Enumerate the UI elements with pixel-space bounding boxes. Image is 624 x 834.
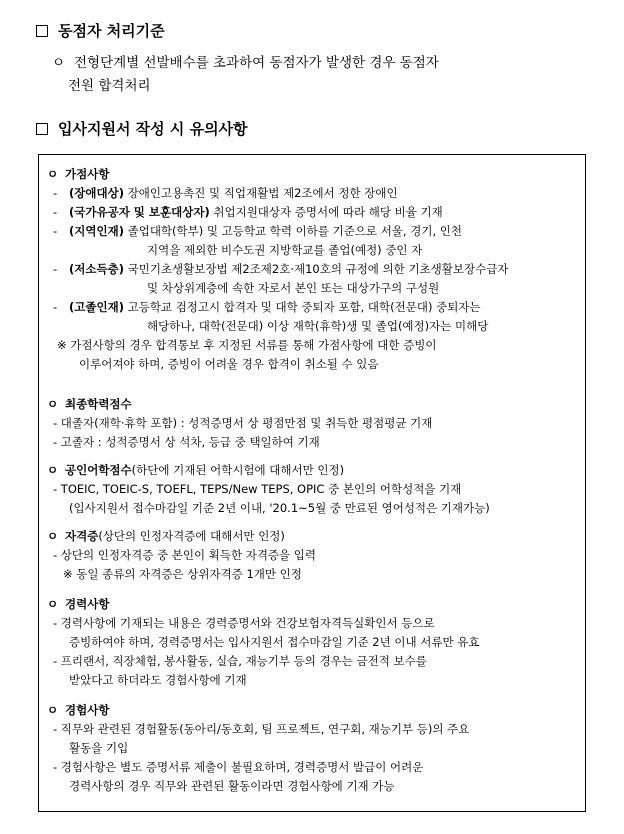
list-item: - 대졸자(재학·휴학 포함) : 성적증명서 상 평점만점 및 취득한 평점평균 기재 <box>53 416 433 430</box>
bonus-note-continuation: 이루어져야 하며, 증빙이 어려울 경우 합격이 취소될 수 있음 <box>79 357 379 371</box>
item-text: 취업지원대상자 증명서에 따라 해당 비율 기재 <box>213 205 443 219</box>
bullet-marker: ㅇ <box>47 597 59 611</box>
bonus-title: 가점사항 <box>65 167 110 181</box>
language-note: (하단에 기재된 어학시험에 대해서만 인정) <box>131 463 345 477</box>
bullet-marker: ㅇ <box>47 397 59 411</box>
education-heading <box>47 395 581 414</box>
list-item: - TOEIC, TOEIC-S, TOEFL, TEPS/New TEPS, OPIC 중 본인의 어학성적을 기재 <box>53 482 462 496</box>
list-item-continuation: 증빙하여야 하며, 경력증명서는 입사지원서 접수마감일 기준 2년 이내 서류만 유효 <box>69 635 480 649</box>
item-label: (국가유공자 및 보훈대상자) <box>69 205 210 219</box>
section-title-tie <box>36 20 165 41</box>
bonus-note: ※ 가점사항의 경우 합격통보 후 지정된 서류를 통해 가점사항에 대한 증빙이 <box>57 338 437 352</box>
career-heading <box>47 595 581 614</box>
checkbox-icon <box>36 25 48 37</box>
license-heading <box>47 527 581 546</box>
license-title: 자격증 <box>65 529 99 543</box>
language-heading <box>47 461 581 480</box>
item-label: (저소득층) <box>69 262 124 276</box>
section-title-text: 입사지원서 작성 시 유의사항 <box>58 120 248 138</box>
bullet-marker: ㅇ <box>47 529 59 543</box>
item-label: (장애대상) <box>69 186 124 200</box>
license-note: (상단의 인정자격증에 대해서만 인정) <box>98 529 285 543</box>
item-continuation: 해당하나, 대학(전문대) 이상 재학(휴학)생 및 졸업(예정)자는 미해당 <box>147 319 489 333</box>
item-continuation: 및 차상위계층에 속한 자로서 본인 또는 대상가구의 구성원 <box>147 281 440 295</box>
item-text: 장애인고용촉진 및 직업재활법 제2조에서 정한 장애인 <box>127 186 398 200</box>
list-item-continuation: 활동을 기입 <box>69 741 129 755</box>
language-title: 공인어학점수 <box>65 463 132 477</box>
education-title: 최종학력점수 <box>65 397 132 411</box>
license-block <box>47 527 581 584</box>
item-label: (지역인재) <box>69 224 124 238</box>
license-note-star: ※ 동일 종류의 자격증은 상위자격증 1개만 인정 <box>63 567 302 581</box>
bullet-marker: ㅇ <box>47 167 59 181</box>
list-item-continuation: (입사지원서 접수마감일 기준 2년 이내, '20.1~5월 중 만료된 영어성적은 기재가능) <box>69 501 490 515</box>
bullet-marker: ㅇ <box>47 463 59 477</box>
item-text: 고등학교 검정고시 합격자 및 대학 중퇴자 포함, 대학(전문대) 중퇴자는 <box>127 300 481 314</box>
checkbox-icon <box>36 123 48 135</box>
item-text: 국민기초생활보장법 제2조제2호·제10호의 규정에 의한 기초생활보장수급자 <box>127 262 509 276</box>
list-item: - (국가유공자 및 보훈대상자) 취업지원대상자 증명서에 따라 해당 비율 기재 <box>53 205 443 219</box>
section-title-notes <box>36 118 248 139</box>
list-item: - (장애대상) 장애인고용촉진 및 직업재활법 제2조에서 정한 장애인 <box>53 186 398 200</box>
bonus-heading <box>47 165 581 184</box>
career-title: 경력사항 <box>65 597 110 611</box>
tie-rule-line2: 전원 합격처리 <box>68 78 151 94</box>
item-label: (고졸인재) <box>69 300 124 314</box>
item-continuation: 지역을 제외한 비수도권 지방학교를 졸업(예정) 중인 자 <box>147 243 423 257</box>
item-text: 졸업대학(학부) 및 고등학교 학력 이하를 기준으로 서울, 경기, 인천 <box>127 224 462 238</box>
notes-box <box>38 154 586 812</box>
list-item: - 고졸자 : 성적증명서 상 석차, 등급 중 택일하여 기재 <box>53 435 320 449</box>
career-block <box>47 595 581 690</box>
education-block <box>47 395 581 452</box>
bullet-marker: ㅇ <box>47 703 59 717</box>
list-item: - 프리랜서, 직장체험, 봉사활동, 실습, 재능기부 등의 경우는 금전적 보수를 <box>53 654 427 668</box>
list-item: - 경력사항에 기재되는 내용은 경력증명서와 건강보험자격득실확인서 등으로 <box>53 616 435 630</box>
tie-rule-line1: 전형단계별 선발배수를 초과하여 동점자가 발생한 경우 동점자 <box>74 55 439 71</box>
section-title-text: 동점자 처리기준 <box>58 22 165 40</box>
list-item: - (고졸인재) 고등학교 검정고시 합격자 및 대학 중퇴자 포함, 대학(전문대) 중퇴자는 <box>53 300 481 314</box>
list-item: - 상단의 인정자격증 중 본인이 획득한 자격증을 입력 <box>53 548 317 562</box>
list-item: - 경험사항은 별도 증명서류 제출이 불필요하며, 경력증명서 발급이 어려운 <box>53 760 424 774</box>
experience-block <box>47 701 581 796</box>
bullet-marker: ㅇ <box>52 55 66 71</box>
list-item: - 직무와 관련된 경험활동(동아리/동호회, 팀 프로젝트, 연구회, 재능기부 등)의 주요 <box>53 722 470 736</box>
list-item: - (지역인재) 졸업대학(학부) 및 고등학교 학력 이하를 기준으로 서울, 경기, 인천 <box>53 224 462 238</box>
list-item: - (저소득층) 국민기초생활보장법 제2조제2호·제10호의 규정에 의한 기초생활보장수급자 <box>53 262 509 276</box>
bonus-block <box>47 165 581 374</box>
language-block <box>47 461 581 518</box>
list-item-continuation: 받았다고 하더라도 경험사항에 기재 <box>69 673 247 687</box>
experience-title: 경험사항 <box>65 703 110 717</box>
tie-rule-paragraph <box>52 52 439 98</box>
list-item-continuation: 경력사항의 경우 직무와 관련된 활동이라면 경험사항에 기재 가능 <box>69 779 395 793</box>
experience-heading <box>47 701 581 720</box>
